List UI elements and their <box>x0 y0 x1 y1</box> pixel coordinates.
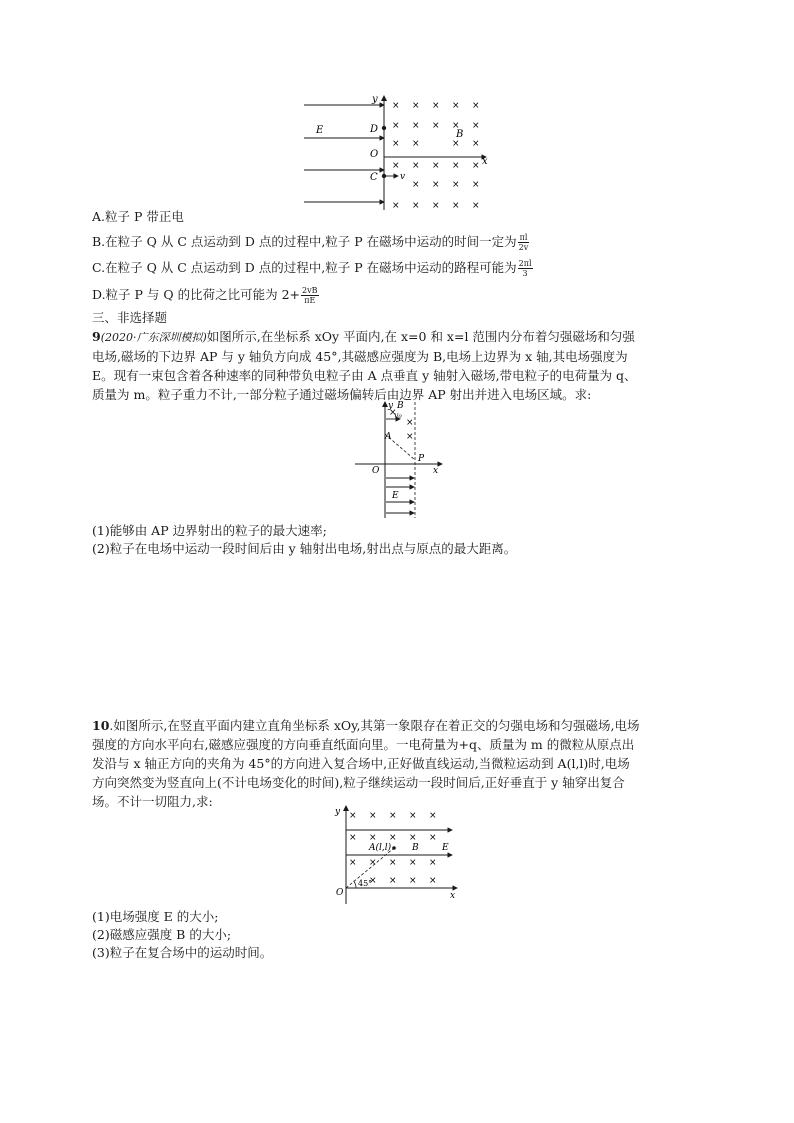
cross: × <box>389 833 397 843</box>
question-9: 9(2020·广东深圳模拟)如图所示,在坐标系 xOy 平面内,在 x=0 和 x=l 范围内分布着匀强磁场和匀强 电场,磁场的下边界 AP 与 y 轴负方向成 45°,其磁感应强度为 B,电场上边界为 x 轴,其电场强度为 E。现有一束包含着各种速率的同种带负电粒子由 A 点垂直 y 轴射入磁场,带电粒子的电荷量为 q、 质量为 m。粒子重力不计,一部分粒子通过磁场偏转后由边界 AP 射出并进入电场区域。求: <box>92 329 637 402</box>
cross: × <box>472 139 480 149</box>
option-b: B.在粒子 Q 从 C 点运动到 D 点的过程中,粒子 P 在磁场中运动的时间一定为 $\frac{\pi l}{2v}$ <box>92 233 529 252</box>
q9-sub-1: (1)能够由 AP 边界射出的粒子的最大速率; <box>92 523 327 538</box>
label-c: C <box>370 172 378 183</box>
q9-number: 9 <box>92 329 101 344</box>
magnetic-field-crosses <box>392 101 480 211</box>
cross: × <box>406 432 414 442</box>
cross: × <box>389 408 397 418</box>
figure-q10-diagram <box>332 802 462 906</box>
figure-q9-diagram <box>350 398 450 522</box>
cross: × <box>392 201 400 211</box>
label-x: x <box>433 466 439 476</box>
cross: × <box>452 161 460 171</box>
cross: × <box>412 180 420 190</box>
option-a: A.粒子 P 带正电 <box>92 209 184 224</box>
cross: × <box>369 811 377 821</box>
cross: × <box>452 121 460 131</box>
cross: × <box>412 139 420 149</box>
label-b: B <box>412 843 419 853</box>
label-x: x <box>482 156 488 167</box>
cross: × <box>412 121 420 131</box>
cross: × <box>432 180 440 190</box>
cross: × <box>412 161 420 171</box>
cross: × <box>472 201 480 211</box>
cross: × <box>389 811 397 821</box>
q10-sub-3: (3)粒子在复合场中的运动时间。 <box>92 945 273 960</box>
point-a <box>392 846 396 850</box>
cross: × <box>369 876 377 886</box>
label-a: A(l,l) <box>369 843 392 853</box>
label-b: B <box>456 129 464 140</box>
q9-source: (2020·广东深圳模拟) <box>100 331 207 344</box>
cross: × <box>389 858 397 868</box>
cross: × <box>432 161 440 171</box>
cross: × <box>472 180 480 190</box>
cross: × <box>392 139 400 149</box>
cross: × <box>409 858 417 868</box>
cross: × <box>432 121 440 131</box>
label-y: y <box>388 401 394 411</box>
label-d: D <box>370 124 379 135</box>
cross: × <box>412 201 420 211</box>
figure-1-field-diagram <box>300 90 500 212</box>
cross: × <box>409 811 417 821</box>
label-v: v <box>400 172 406 182</box>
cross: × <box>349 833 357 843</box>
cross: × <box>409 833 417 843</box>
label-y: y <box>372 94 378 105</box>
label-a: A <box>385 432 392 442</box>
label-o: O <box>370 149 379 160</box>
cross: × <box>369 858 377 868</box>
cross: × <box>369 833 377 843</box>
angle-arc <box>354 881 357 888</box>
label-p: P <box>418 454 425 464</box>
cross: × <box>429 811 437 821</box>
cross: × <box>432 101 440 111</box>
cross: × <box>392 121 400 131</box>
cross: × <box>452 101 460 111</box>
label-v0: v₀ <box>394 411 402 420</box>
label-x: x <box>450 891 456 901</box>
cross: × <box>429 833 437 843</box>
q9-sub-2: (2)粒子在电场中运动一段时间后由 y 轴射出电场,射出点与原点的最大距离。 <box>92 541 517 556</box>
option-c: C.在粒子 Q 从 C 点运动到 D 点的过程中,粒子 P 在磁场中运动的路程可能为 $\frac{2\pi l}{3}$ <box>92 259 532 278</box>
cross: × <box>452 180 460 190</box>
label-e: E <box>392 491 399 501</box>
cross: × <box>349 811 357 821</box>
point-d <box>382 126 386 130</box>
q10-number: 10 <box>92 718 110 733</box>
question-10: 10.如图所示,在竖直平面内建立直角坐标系 xOy,其第一象限存在着正交的匀强电场和匀强磁场,电场 强度的方向水平向右,磁感应强度的方向垂直纸面向里。一电荷量为+q、质量为 m 的微粒从原点出 发沿与 x 轴正方向的夹角为 45°的方向进入复合场中,正好做直线运动,当微粒运动到 A(l,l)时,电场 方向突然变为竖直向上(不计电场变化的时间),粒子继续运动一段时间后,正好垂直于 y 轴穿出复合 场。不计一切阻力,求: <box>92 718 640 809</box>
cross: × <box>392 101 400 111</box>
cross: × <box>392 161 400 171</box>
cross: × <box>432 201 440 211</box>
section-heading: 三、非选择题 <box>92 310 168 325</box>
cross: × <box>472 121 480 131</box>
q10-sub-1: (1)电场强度 E 的大小; <box>92 909 219 924</box>
label-e: E <box>442 843 449 853</box>
cross: × <box>429 876 437 886</box>
label-o: O <box>336 888 344 898</box>
cross: × <box>452 201 460 211</box>
cross: × <box>429 858 437 868</box>
label-angle: 45° <box>358 879 373 888</box>
cross: × <box>406 418 414 428</box>
cross: × <box>472 161 480 171</box>
cross: × <box>452 139 460 149</box>
label-b: B <box>397 401 404 411</box>
option-d: D.粒子 P 与 Q 的比荷之比可能为 2+ $\frac{2vB}{\pi E}$ <box>92 286 318 305</box>
cross: × <box>349 858 357 868</box>
cross: × <box>389 876 397 886</box>
label-o: O <box>372 466 380 476</box>
cross: × <box>472 101 480 111</box>
label-y: y <box>335 807 341 817</box>
cross: × <box>409 876 417 886</box>
q10-sub-2: (2)磁感应强度 B 的大小; <box>92 927 232 942</box>
cross: × <box>412 101 420 111</box>
label-e: E <box>316 125 324 136</box>
